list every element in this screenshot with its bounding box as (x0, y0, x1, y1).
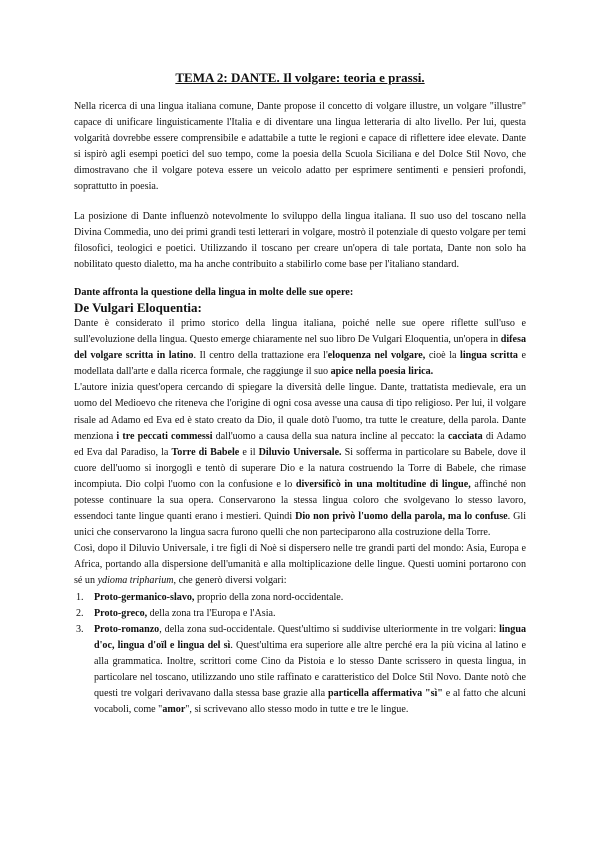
paragraph-storico (74, 316, 526, 380)
list-number: 3. (76, 623, 84, 635)
text-run: , della zona sud-occidentale. Quest'ultimo si suddivise ulteriormente in tre volgari: (159, 623, 500, 635)
list-number: 2. (76, 607, 84, 619)
text-run: . Gli unici che conservarono la lingua sacra furono quelli che non parteciparono alla costruzione della Torre. (74, 511, 526, 539)
bold-run: lingua scritta (460, 350, 518, 362)
bold-run: cacciata (447, 430, 483, 442)
text-run: Così, dopo il Diluvio Universale, i tre figli di Noè si dispersero nelle tre grandi parti del mondo: Asia, Europa e Africa, portando alla dispersione dell'umanità e alla moltiplicazione delle lingue. Questi uomini portarono con sé un (74, 543, 526, 587)
text-run: proprio della zona nord-occidentale. (194, 591, 344, 603)
bold-run: particella affermativa "sì" (327, 688, 443, 700)
italic-run: ydioma tripharium (97, 575, 174, 587)
text-run: Si sofferma in particolare su Babele, dove il cuore dell'uomo si inorgoglì e tentò di superare Dio e la natura costruendo la Torre di Babele, che rimase incompiuta. Dio colpì l'uomo con la confusione e lo (74, 446, 526, 490)
bold-run: eloquenza nel volgare, (327, 350, 426, 362)
bold-run: Dio non privò l'uomo della parola, ma lo confuse (295, 511, 508, 523)
text-run: dall'uomo a causa della sua natura incline al peccato: la (212, 430, 448, 442)
intro-paragraph-2: La posizione di Dante influenzò notevolmente lo sviluppo della lingua italiana. Il suo uso del toscano nella Divina Commedia, uno dei primi grandi testi letterari in volgare, mostrò il potenziale di questo volgare per temi filosofici, teologici e poetici. Utilizzando il toscano per creare un'opera di tale portata, Dante non solo ha nobilitato questo dialetto, ma ha anche contribuito a stabilirlo come base per l'italiano standard. (74, 210, 526, 270)
paragraph-diluvio (74, 541, 526, 589)
section-heading: Dante affronta la questione della lingua in molte delle sue opere: (74, 286, 354, 298)
list-number: 1. (76, 591, 84, 603)
text-run: e al fatto che alcuni vocaboli, come " (94, 688, 526, 716)
bold-run: Diluvio Universale. (258, 446, 342, 458)
bold-run: amor (162, 704, 186, 716)
text-run: . Quest'ultima era superiore alle altre perché era la più vicina al latino e alla grammatica. Inoltre, scrittori come Cino da Pistoia e lo stesso Dante scrissero in questa lingua, in particolare nel toscano, utilizzando uno stile raffinato e caratteristico del Dolce Stil Novo. Dante notò che questi tre volgari derivavano dalla stessa base grazie alla (94, 639, 526, 700)
text-run: L'autore inizia quest'opera cercando di spiegare la diversità delle lingue. Dante, trattatista medievale, era un uomo del Medioevo che riteneva che l'origine di ogni cosa avesse una causa di tipo religioso. Per lui, il volgare risale ad Adamo ed Eva ed è stato creato da Dio, il quale dotò l'uomo, tra tutte le creature, della parola. Dante menziona (74, 382, 526, 442)
text-run: affinché non potesse continuare la sua opera. Conservarono la stessa lingua coloro che svolgevano lo stesso lavoro, essendoci tante lingue quanti erano i mestieri. Quindi (74, 478, 526, 523)
bold-run: lingua d'oc, lingua d'oïl e lingua del sì (94, 623, 526, 651)
intro-paragraph-1: Nella ricerca di una lingua italiana comune, Dante propose il concetto di volgare illustre, un volgare "illustre" capace di unificare linguisticamente l'Italia e di diventare una lingua letteraria di alto livello. Per lui, questa volgarità dovrebbe essere comprensibile e adattabile a tutte le regioni e capace di riflettere idee elevate. Dante si ispirò agli esempi poetici del suo tempo, come la poesia della Scuola Siciliana e del Dolce Stil Novo, che dimostravano che il volgare poteva essere un veicolo adatto per esprimere sentimenti e pensieri profondi, soprattutto in poesia. (74, 101, 526, 193)
text-run: della zona tra l'Europa e l'Asia. (147, 607, 276, 619)
bold-run: Proto-greco, (94, 607, 148, 619)
page-title: TEMA 2: DANTE. Il volgare: teoria e prassi. (175, 70, 425, 85)
bold-run: diversificò in una moltitudine di lingue, (295, 478, 471, 490)
list-item (74, 606, 526, 622)
text-run: e il (239, 446, 259, 458)
list-item (74, 622, 526, 719)
text-run: , che generò diversi volgari: (173, 575, 287, 587)
bold-run: Torre di Babele (171, 446, 240, 458)
work-title: De Vulgari Eloquentia: (74, 299, 202, 315)
bold-run: Proto-germanico-slavo, (94, 591, 195, 603)
text-run: cioè la (425, 350, 461, 362)
bold-run: i tre peccati commessi (116, 430, 213, 442)
list-item (74, 590, 526, 606)
text-run: ", si scrivevano allo stesso modo in tutte e tre le lingue. (185, 704, 409, 716)
bold-run: difesa del volgare scritta in latino (74, 334, 526, 362)
text-run: e modellata dall'arte e dalla ricerca formale, che raggiunge il suo (74, 350, 527, 378)
text-run: . Il centro della trattazione era l' (193, 350, 328, 362)
volgari-list (74, 590, 526, 719)
text-run: di Adamo ed Eva dal Paradiso, la (74, 430, 526, 458)
text-run: Dante è considerato il primo storico della lingua italiana, poiché nelle sue opere riflette sull'uso e sull'evoluzione della lingua. Questo emerge chiaramente nel suo libro De Vulgari Eloquentia, un'opera in (74, 317, 526, 346)
bold-run: Proto-romanzo (94, 623, 160, 635)
bold-run: apice nella poesia lirica. (330, 366, 434, 378)
paragraph-babele (74, 380, 526, 541)
document-page (74, 70, 526, 718)
